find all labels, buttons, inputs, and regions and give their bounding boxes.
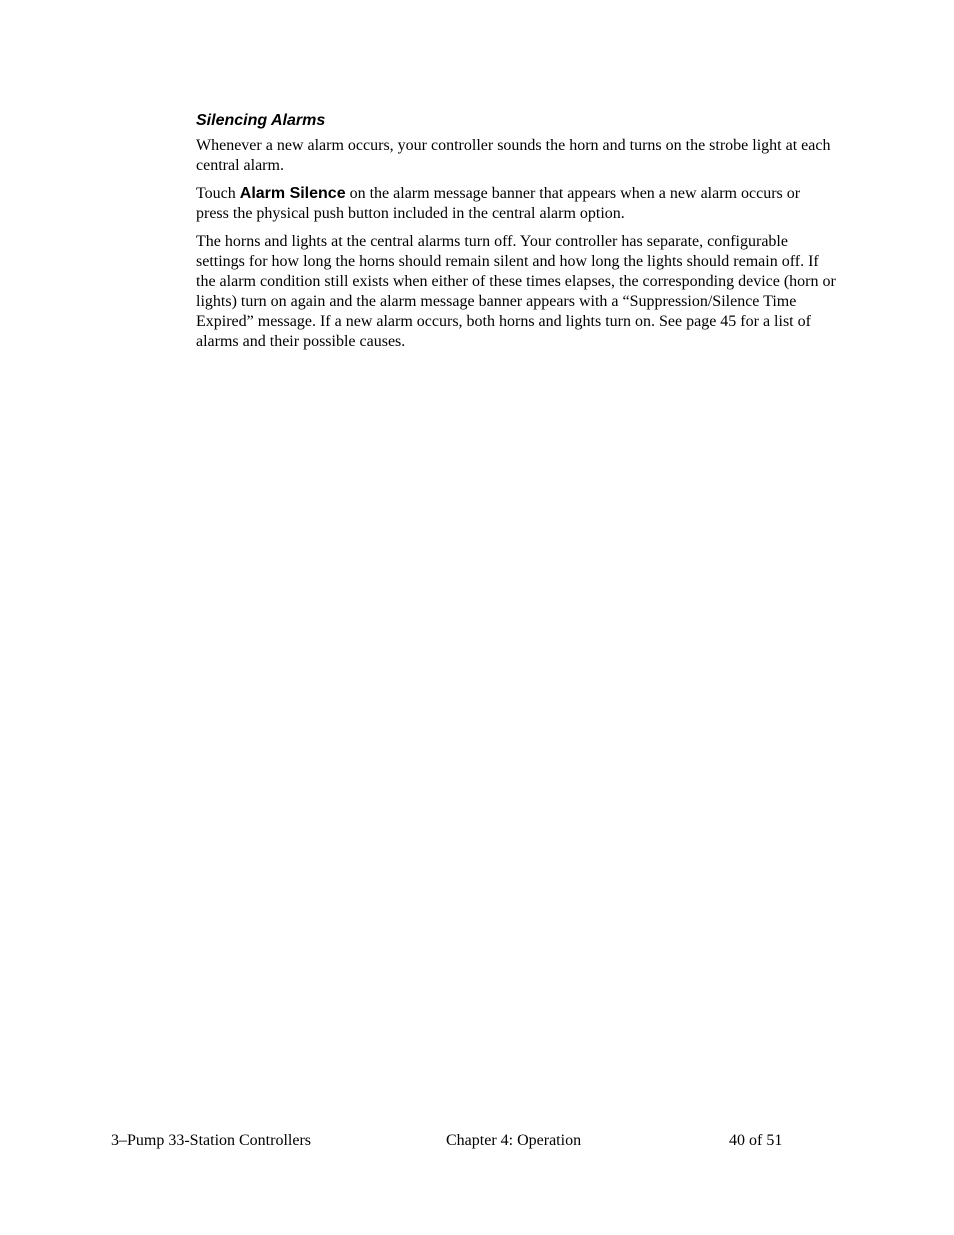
paragraph-prefix: Touch: [196, 185, 240, 202]
paragraph-suffix: on the alarm message banner that appears when a new alarm occurs or press the physical push button included in the central alarm option.: [196, 185, 801, 222]
paragraph-horns-lights-off: The horns and lights at the central alarms turn off. Your controller has separate, configurable settings for how long the horns should remain silent and how long the lights should remain off. If the alarm condition still exists when either of these times elapses, the corresponding device (horn or lights) turn on again and the alarm message banner appears with a “Suppression/Silence Time Expired” message. If a new alarm occurs, both horns and lights turn on. See page 45 for a list of alarms and their possible causes.: [196, 233, 836, 350]
paragraph-alarm-occurs: Whenever a new alarm occurs, your controller sounds the horn and turns on the strobe light at each central alarm.: [196, 137, 831, 174]
paragraph-touch-alarm-silence: [196, 184, 836, 224]
footer-page-number: 40 of 51: [729, 1132, 783, 1149]
section-heading: Silencing Alarms: [196, 112, 326, 129]
main-content: [196, 111, 836, 360]
page-footer: [0, 1130, 954, 1152]
alarm-silence-label: Alarm Silence: [239, 185, 346, 202]
footer-document-title: 3–Pump 33-Station Controllers: [111, 1132, 311, 1149]
footer-chapter: Chapter 4: Operation: [446, 1132, 582, 1149]
